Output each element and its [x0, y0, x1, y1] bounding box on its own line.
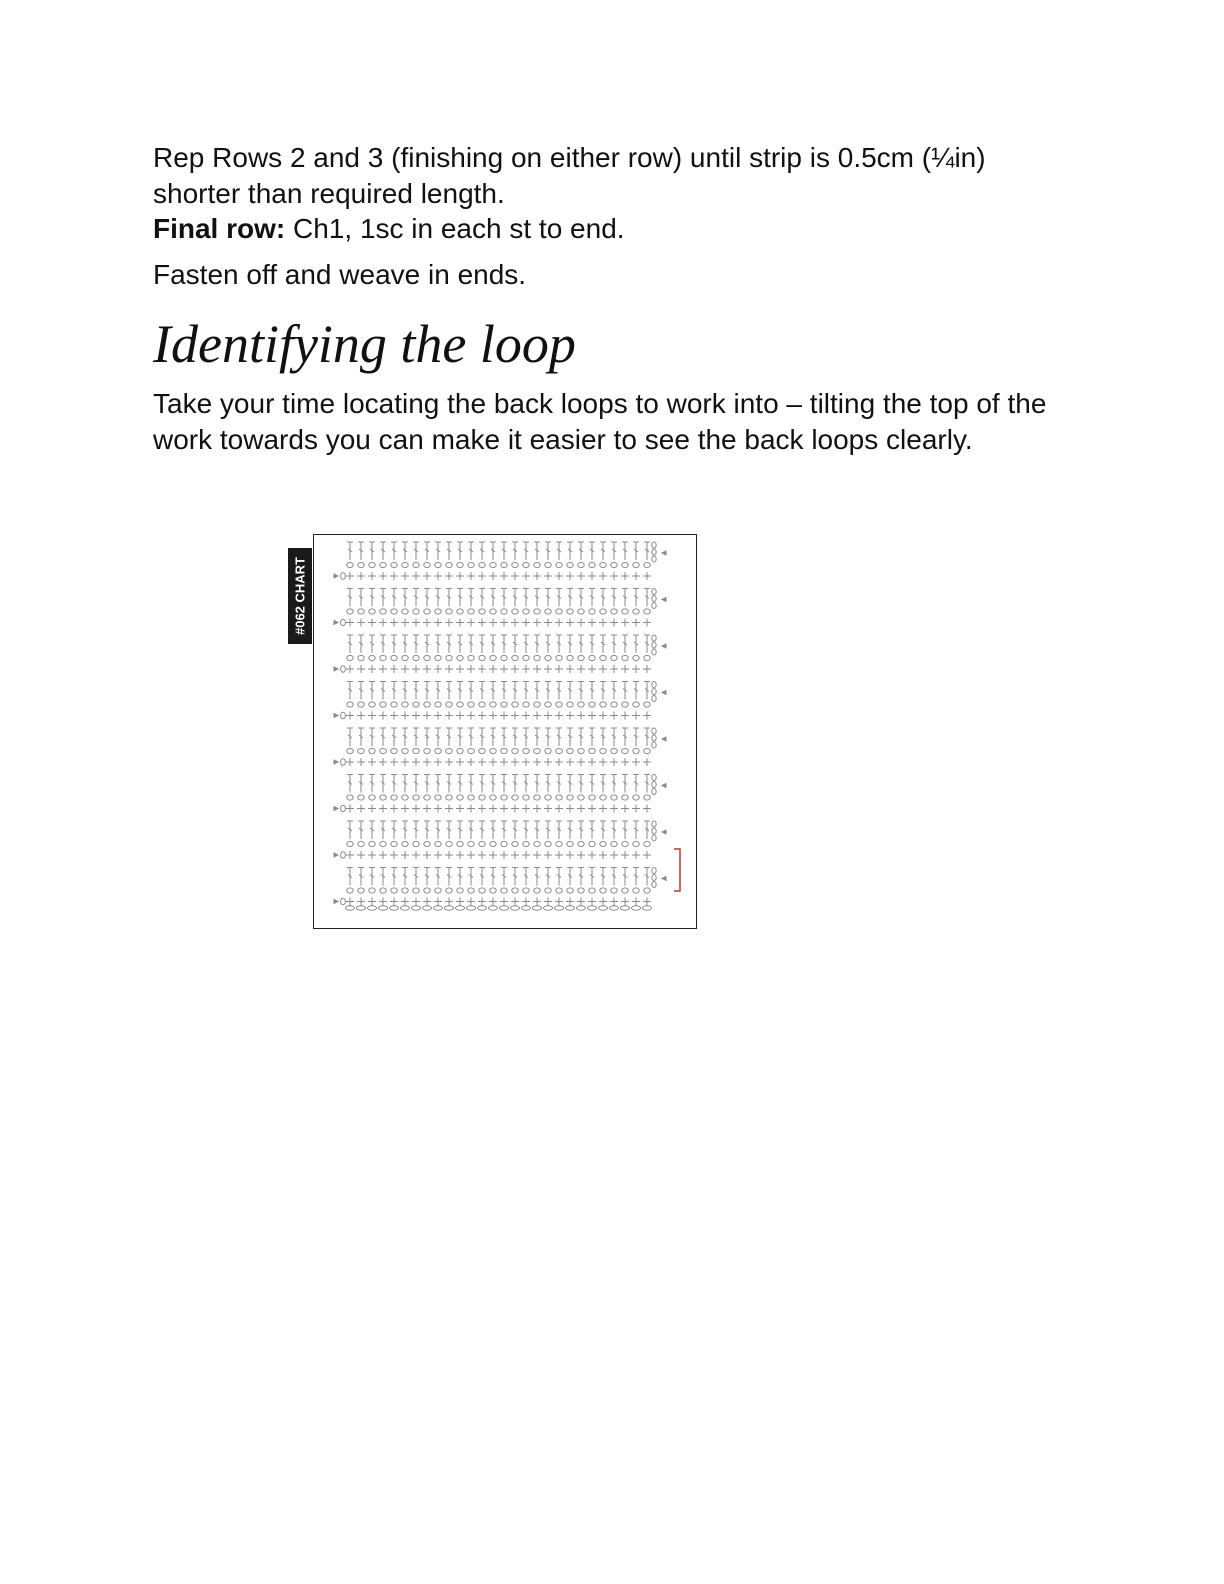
paragraph-final-row [153, 211, 1073, 247]
stitch-rows [334, 542, 666, 910]
final-row-text: Ch1, 1sc in each st to end. [285, 213, 625, 244]
stitch-chart [313, 534, 697, 929]
paragraph-fasten-off: Fasten off and weave in ends. [153, 258, 527, 290]
paragraph-identifying-loop: Take your time locating the back loops to work into – tilting the top of the work towards you can make it easier to see the back loops clearly. [153, 388, 1047, 455]
paragraph-repeat-rows: Rep Rows 2 and 3 (finishing on either row) until strip is 0.5cm (¼in) shorter than required length. [153, 142, 986, 209]
section-heading: Identifying the loop [153, 314, 576, 374]
chart-tag [288, 548, 312, 644]
crochet-chart-figure [288, 534, 698, 930]
stitch-chart-drawing [314, 535, 696, 928]
final-row-label: Final row: [153, 213, 286, 244]
repeat-bracket [674, 849, 680, 891]
chart-tag-label: #062 CHART [292, 556, 308, 636]
page-content [153, 140, 1073, 457]
